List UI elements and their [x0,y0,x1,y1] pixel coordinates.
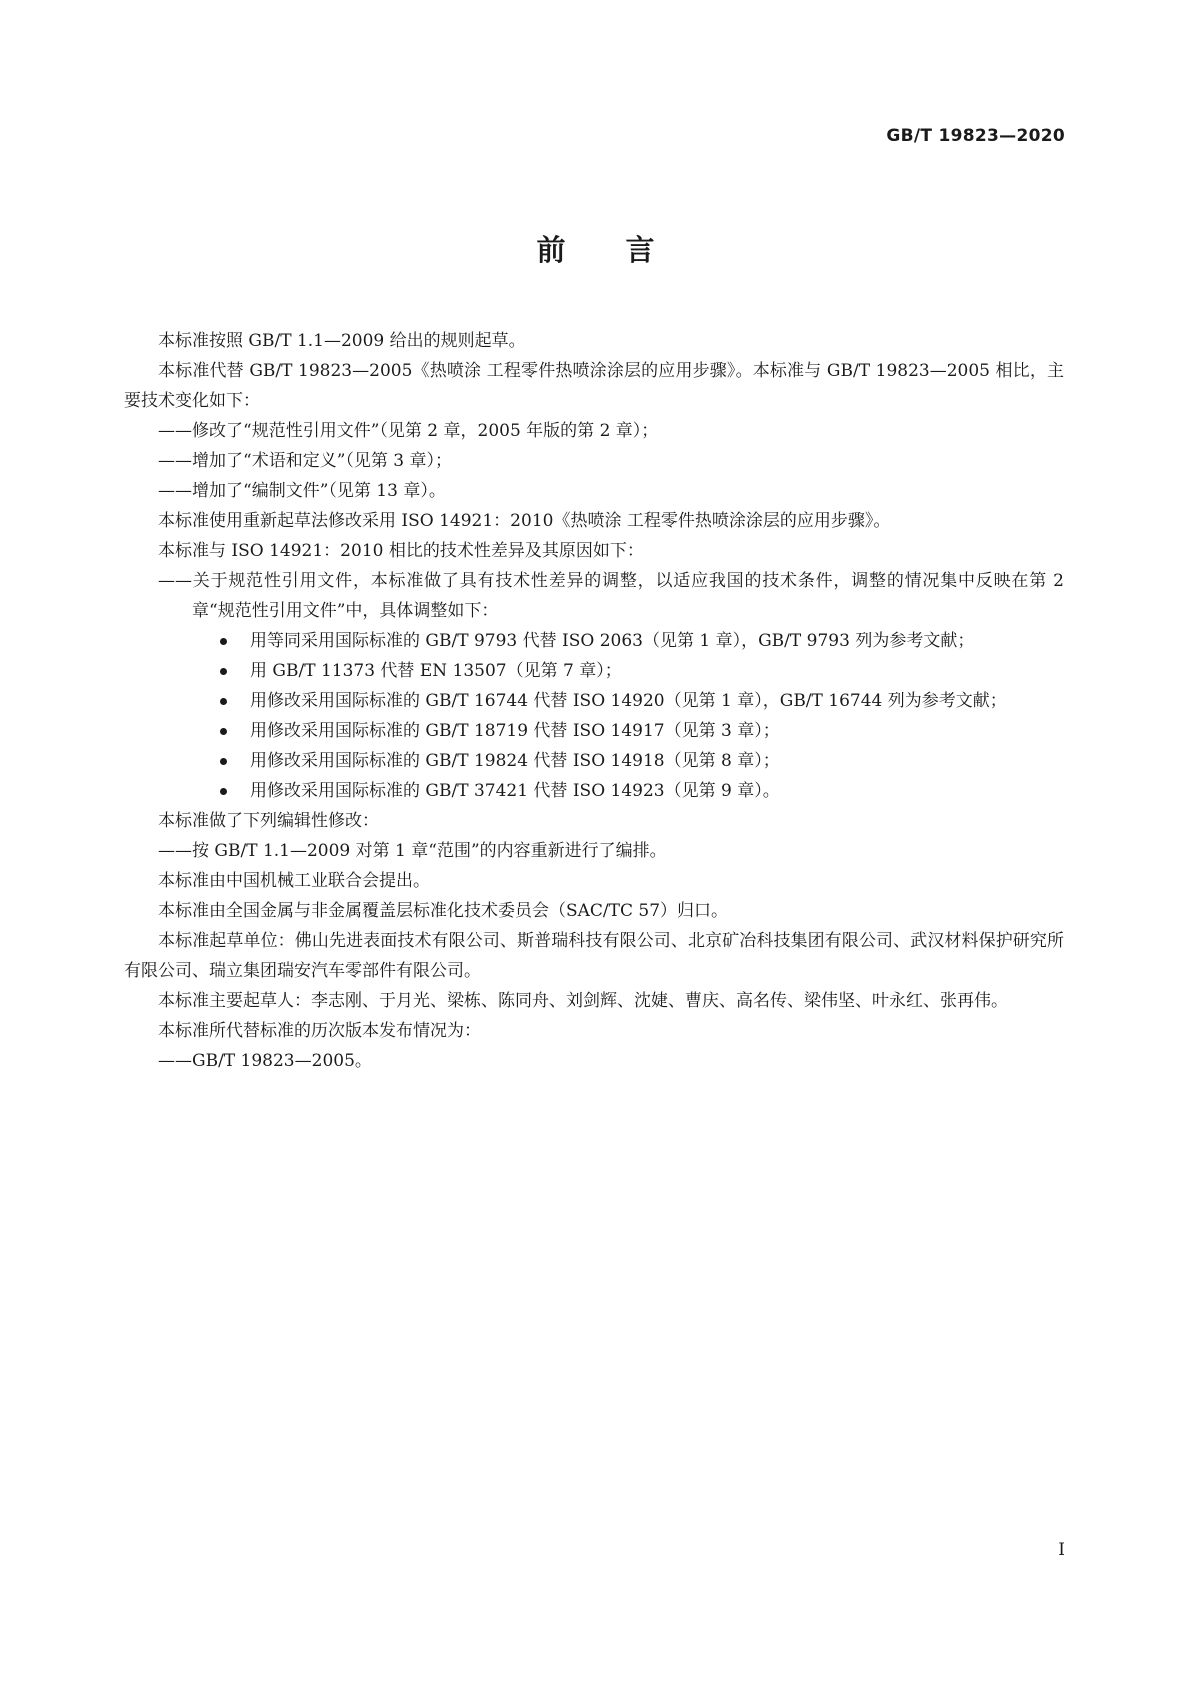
bullet-text: 用修改采用国际标准的 GB/T 18719 代替 ISO 14917（见第 3 章）； [250,721,780,741]
paragraph: 本标准起草单位：佛山先进表面技术有限公司、斯普瑞科技有限公司、北京矿冶科技集团有限公司、武汉材料保护研究所有限公司、瑞立集团瑞安汽车零部件有限公司。 [124,931,1064,981]
page-title: 前言 [536,233,715,267]
paragraph: 本标准使用重新起草法修改采用 ISO 14921：2010《热喷涂 工程零件热喷涂涂层的应用步骤》。 [158,511,891,531]
bullet-item [124,686,1064,716]
bullet-dot-icon [220,788,227,795]
paragraph: 本标准做了下列编辑性修改： [158,811,379,831]
bullet-item [124,746,1064,776]
bullet-text: 用 GB/T 11373 代替 EN 13507（见第 7 章）； [250,661,622,681]
dash-item: ——按 GB/T 1.1—2009 对第 1 章“范围”的内容重新进行了编排。 [158,841,667,861]
dash-item: ——修改了“规范性引用文件”（见第 2 章，2005 年版的第 2 章）； [158,421,659,441]
bullet-text: 用等同采用国际标准的 GB/T 9793 代替 ISO 2063（见第 1 章），GB/T 9793 列为参考文献； [250,631,975,651]
bullet-item [124,776,1064,806]
bullet-text: 用修改采用国际标准的 GB/T 16744 代替 ISO 14920（见第 1 章），GB/T 16744 列为参考文献； [250,691,1007,711]
bullet-text: 用修改采用国际标准的 GB/T 37421 代替 ISO 14923（见第 9 章）。 [250,781,780,801]
foreword-body [124,326,1064,1076]
bullet-item [124,656,1064,686]
page-number: I [1058,1540,1065,1560]
paragraph: 本标准按照 GB/T 1.1—2009 给出的规则起草。 [158,331,526,351]
bullet-dot-icon [220,758,227,765]
paragraph: 本标准由全国金属与非金属覆盖层标准化技术委员会（SAC/TC 57）归口。 [158,901,729,921]
paragraph: 本标准所代替标准的历次版本发布情况为： [158,1021,481,1041]
paragraph: 本标准代替 GB/T 19823—2005《热喷涂 工程零件热喷涂涂层的应用步骤》。本标准与 GB/T 19823—2005 相比，主要技术变化如下： [124,361,1064,411]
bullet-item [124,626,1064,656]
paragraph: 本标准与 ISO 14921：2010 相比的技术性差异及其原因如下： [158,541,644,561]
bullet-text: 用修改采用国际标准的 GB/T 19824 代替 ISO 14918（见第 8 章）； [250,751,780,771]
bullet-dot-icon [220,698,227,705]
paragraph: 本标准主要起草人：李志刚、于月光、梁栋、陈同舟、刘剑辉、沈婕、曹庆、高名传、梁伟坚、叶永红、张再伟。 [158,991,1008,1011]
dash-item: ——GB/T 19823—2005。 [158,1051,372,1071]
bullet-dot-icon [220,668,227,675]
dash-item: ——增加了“编制文件”（见第 13 章）。 [158,481,446,501]
bullet-dot-icon [220,638,227,645]
dash-item: ——关于规范性引用文件，本标准做了具有技术性差异的调整，以适应我国的技术条件，调整的情况集中反映在第 2 章“规范性引用文件”中，具体调整如下： [158,571,1064,621]
bullet-item [124,716,1064,746]
standard-code: GB/T 19823—2020 [886,126,1065,146]
paragraph: 本标准由中国机械工业联合会提出。 [158,871,430,891]
bullet-dot-icon [220,728,227,735]
dash-item: ——增加了“术语和定义”（见第 3 章）； [158,451,453,471]
